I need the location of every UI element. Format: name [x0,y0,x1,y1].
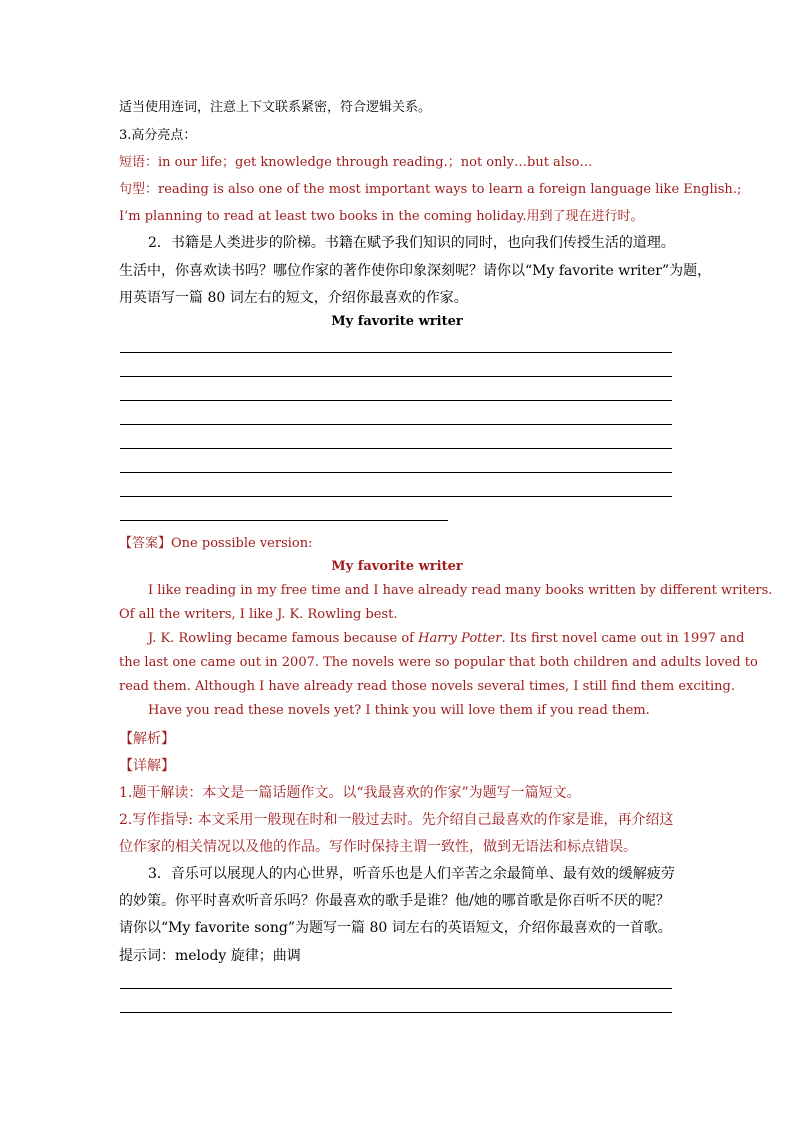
label-phrases: 短语： [119,155,159,170]
answer-label: 【答案】 [119,536,172,551]
hint-line: 提示词：melody 旋律；曲调 [119,948,301,964]
question-2-line: 2．书籍是人类进步的阶梯。书籍在赋予我们知识的同时，也向我们传授生活的道理。 [148,235,675,251]
sentence-text: reading is also one of the most important ways to learn a foreign language like English.; [158,182,742,197]
writing-line [120,352,672,353]
writing-line [120,472,672,473]
answer-text: Of all the writers, I like J. K. Rowling best. [119,607,398,622]
question-3-line: 请你以“My favorite song”为题写一篇 80 词左右的英语短文，介绍你最喜欢的一首歌。 [119,920,672,936]
phrases-text: in our life；get knowledge through reading.；not only…but also… [158,155,593,170]
q2-title: My favorite writer [331,314,463,329]
analysis-label: 【解析】 [119,731,175,747]
writing-line [120,1012,672,1013]
detail-text: 位作家的相关情况以及他的作品。写作时保持主谓一致性，做到无语法和标点错误。 [119,839,637,855]
writing-line [120,988,672,989]
question-3-line: 3．音乐可以展现人的内心世界，听音乐也是人们辛苦之余最简单、最有效的缓解疲劳 [148,866,675,882]
detail-label: 【详解】 [119,758,175,774]
answer-text: Have you read these novels yet? I think you will love them if you read them. [148,703,650,718]
writing-line [120,448,672,449]
detail-text: 1.题干解读：本文是一篇话题作文。以“我最喜欢的作家”为题写一篇短文。 [119,785,581,801]
text-line: 3.高分亮点： [119,128,197,143]
detail-text: 2.写作指导: 本文采用一般现在时和一般过去时。先介绍自己最喜欢的作家是谁，再介绍这 [119,812,674,828]
question-2-line: 生活中，你喜欢读书吗？哪位作家的著作使你印象深刻呢？请你以“My favorite writer”为题， [119,263,712,279]
answer-text: read them. Although I have already read those novels several times, I still find them exciting. [119,679,736,694]
question-3-line: 的妙策。你平时喜欢听音乐吗？你最喜欢的歌手是谁？他/她的哪首歌是你百听不厌的呢？ [119,893,670,909]
question-2-line: 用英语写一篇 80 词左右的短文，介绍你最喜欢的作家。 [119,290,468,306]
text-line [119,151,592,170]
writing-line [120,376,672,377]
text-line: I’m planning to read at least two books in the coming holiday.用到了现在进行时。 [119,209,644,224]
writing-line [120,520,448,521]
answer-line [119,532,313,551]
writing-line [120,400,672,401]
answer-text-part: J. K. Rowling became famous because of [148,631,419,646]
book-title: Harry Potter [418,631,502,646]
answer-text [148,631,744,646]
answer-text-part: . Its first novel came out in 1997 and [501,631,745,646]
answer-intro: One possible version: [171,536,313,551]
answer-title: My favorite writer [331,559,463,574]
answer-text: I like reading in my free time and I have already read many books written by different writers. [148,583,773,598]
label-sentence: 句型： [119,182,159,197]
writing-line [120,424,672,425]
writing-line [120,496,672,497]
text-line [119,178,741,197]
answer-text: the last one came out in 2007. The novels were so popular that both children and adults loved to [119,655,758,670]
text-line: 适当使用连词，注意上下文联系紧密，符合逻辑关系。 [119,100,432,115]
